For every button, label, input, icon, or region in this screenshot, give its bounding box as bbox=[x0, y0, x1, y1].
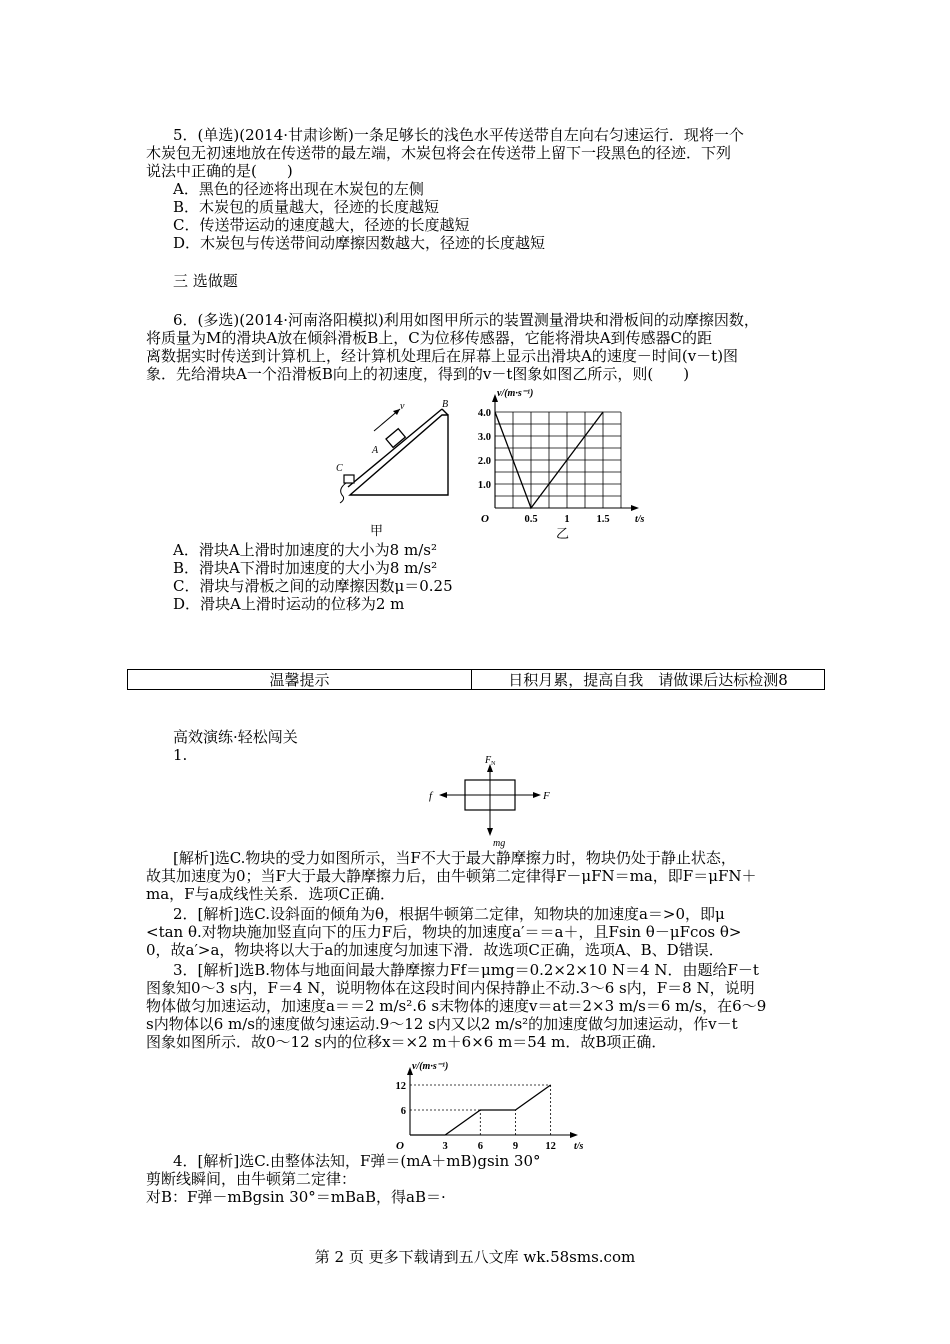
answer-para-7: 3．[解析]选B.物体与地面间最大静摩擦力Ff＝μmg＝0.2×2×10 N＝4 N．由题给F－t bbox=[173, 961, 759, 979]
x-tick-label: 3 bbox=[442, 1141, 448, 1152]
vt-chart-answer-3 bbox=[385, 1050, 600, 1155]
q6-line-1: 6．(多选)(2014·河南洛阳模拟)利用如图甲所示的装置测量滑块和滑板间的动摩擦因数， bbox=[173, 311, 759, 329]
y-axis-label: v/(m·s⁻¹) bbox=[412, 1061, 449, 1072]
label-a: A bbox=[372, 445, 379, 456]
q5-option-a: A．黑色的径迹将出现在木炭包的左侧 bbox=[173, 180, 424, 198]
answer-para-10: s内物体以6 m/s的速度做匀速运动.9～12 s内又以2 m/s²的加速度做匀加速运动，作v－t bbox=[146, 1015, 738, 1033]
arrow-right bbox=[533, 792, 541, 798]
arrow-left bbox=[439, 792, 447, 798]
answer-1-number: 1. bbox=[173, 746, 188, 764]
x-tick-label: 1.5 bbox=[596, 514, 610, 525]
y-tick-label: 1.0 bbox=[477, 480, 491, 491]
x-tick-label: 1 bbox=[564, 514, 570, 525]
force-label-mg: mg bbox=[493, 838, 506, 849]
page-footer: 第 2 页 更多下载请到五八文库 wk.58sms.com bbox=[314, 1248, 636, 1266]
incline-figure bbox=[330, 395, 460, 540]
force-diagram bbox=[425, 755, 565, 850]
answer-para-1: [解析]选C.物块的受力如图所示，当F不大于最大静摩擦力时，物块仍处于静止状态， bbox=[173, 849, 736, 867]
label-v: v bbox=[400, 401, 405, 412]
x-axis-label: t/s bbox=[574, 1141, 584, 1152]
q5-option-c: C．传送带运动的速度越大，径迹的长度越短 bbox=[173, 216, 470, 234]
q4-line-1: 4．[解析]选C.由整体法知，F弹＝(mA＋mB)gsin 30° bbox=[173, 1152, 541, 1170]
tip-left: 温馨提示 bbox=[128, 670, 472, 689]
y-tick-label: 4.0 bbox=[477, 408, 491, 419]
force-label-fn: $F_N$ bbox=[485, 755, 496, 767]
q5-option-b: B．木炭包的质量越大，径迹的长度越短 bbox=[173, 198, 440, 216]
arrow-down bbox=[487, 828, 493, 836]
q6-option-a: A．滑块A上滑时加速度的大小为8 m/s² bbox=[173, 541, 437, 559]
vt-chart-jia-yi bbox=[470, 380, 660, 545]
y-axis-label: v/(m·s⁻¹) bbox=[497, 388, 534, 399]
q4-line-3: 对B：F弹－mBgsin 30°＝mBaB，得aB＝· bbox=[146, 1188, 446, 1206]
y-tick-label: 3.0 bbox=[477, 432, 491, 443]
force-label-f: f bbox=[429, 790, 433, 802]
x-tick-label: 0.5 bbox=[524, 514, 538, 525]
sensor-cable bbox=[340, 483, 346, 503]
incline-board bbox=[350, 415, 448, 495]
answer-para-11: 图象如图所示．故0～12 s内的位移x＝×2 m＋6×6 m＝54 m．故B项正确． bbox=[146, 1033, 667, 1051]
answer-para-2: 故其加速度为0；当F大于最大静摩擦力后，由牛顿第二定律得F－μFN＝ma，即F＝μFN＋ bbox=[146, 867, 757, 885]
block-a bbox=[386, 429, 405, 448]
q6-line-3: 离数据实时传送到计算机上，经计算机处理后在屏幕上显示出滑块A的速度－时间(v－t)图 bbox=[146, 347, 739, 365]
q5-line-3: 说法中正确的是( ) bbox=[146, 162, 293, 180]
q6-option-b: B．滑块A下滑时加速度的大小为8 m/s² bbox=[173, 559, 438, 577]
caption-jia: 甲 bbox=[370, 523, 384, 538]
section-title: 三 选做题 bbox=[173, 272, 238, 290]
sensor-c bbox=[344, 475, 354, 483]
answer-para-6: 0，故a′>a，物块将以大于a的加速度匀加速下滑．故选项C正确，选项A、B、D错误． bbox=[146, 941, 724, 959]
answer-para-3: ma，F与a成线性关系．选项C正确． bbox=[146, 885, 395, 903]
chart-caption: 乙 bbox=[556, 526, 570, 541]
q5-line-1: 5．(单选)(2014·甘肃诊断)一条足够长的浅色水平传送带自左向右匀速运行．现将一个 bbox=[173, 126, 744, 144]
force-label-F: F bbox=[543, 790, 550, 802]
q5-line-2: 木炭包无初速地放在传送带的最左端，木炭包将会在传送带上留下一段黑色的径迹．下列 bbox=[146, 144, 732, 162]
q6-line-2: 将质量为M的滑块A放在倾斜滑板B上，C为位移传感器，它能将滑块A到传感器C的距 bbox=[146, 329, 713, 347]
q5-option-d: D．木炭包与传送带间动摩擦因数越大，径迹的长度越短 bbox=[173, 234, 546, 252]
x-axis-arrow bbox=[570, 1132, 578, 1138]
x-axis-label: t/s bbox=[635, 514, 645, 525]
incline-surface bbox=[348, 409, 442, 487]
q6-option-c: C．滑块与滑板之间的动摩擦因数μ＝0.25 bbox=[173, 577, 453, 595]
label-c: C bbox=[336, 463, 343, 474]
origin-label: O bbox=[481, 513, 489, 525]
x-tick-label: 6 bbox=[477, 1141, 483, 1152]
tip-right: 日积月累，提高自我 请做课后达标检测8 bbox=[508, 671, 788, 689]
q4-line-2: 剪断线瞬间，由牛顿第二定律： bbox=[146, 1170, 357, 1188]
answer-para-4: 2．[解析]选C.设斜面的倾角为θ，根据牛顿第二定律，知物块的加速度a＝>0，即μ bbox=[173, 905, 725, 923]
y-tick-label: 12 bbox=[395, 1081, 406, 1092]
q6-line-4: 象．先给滑块A一个沿滑板B向上的初速度，得到的v－t图象如图乙所示，则( ) bbox=[146, 365, 690, 383]
x-tick-label: 9 bbox=[512, 1141, 519, 1152]
y-tick-label: 2.0 bbox=[477, 456, 491, 467]
x-axis-arrow bbox=[631, 505, 639, 511]
answer-para-8: 图象知0～3 s内，F＝4 N，说明物体在这段时间内保持静止不动.3～6 s内，F＝8 N，说明 bbox=[146, 979, 755, 997]
x-tick-label: 12 bbox=[545, 1141, 556, 1152]
tip-box bbox=[127, 669, 825, 690]
answer-para-5: <tan θ.对物块施加竖直向下的压力F后，物块的加速度a′＝＝a＋，且Fsin θ－μFcos θ> bbox=[146, 923, 742, 941]
answer-para-9: 物体做匀加速运动，加速度a＝＝2 m/s².6 s末物体的速度v＝at＝2×3 m/s＝6 m/s，在6～9 bbox=[146, 997, 767, 1015]
q6-option-d: D．滑块A上滑时运动的位移为2 m bbox=[173, 595, 405, 613]
label-b: B bbox=[442, 399, 449, 410]
answers-title: 高效演练·轻松闯关 bbox=[173, 728, 298, 746]
origin-label: O bbox=[396, 1140, 404, 1152]
y-tick-label: 6 bbox=[400, 1106, 406, 1117]
